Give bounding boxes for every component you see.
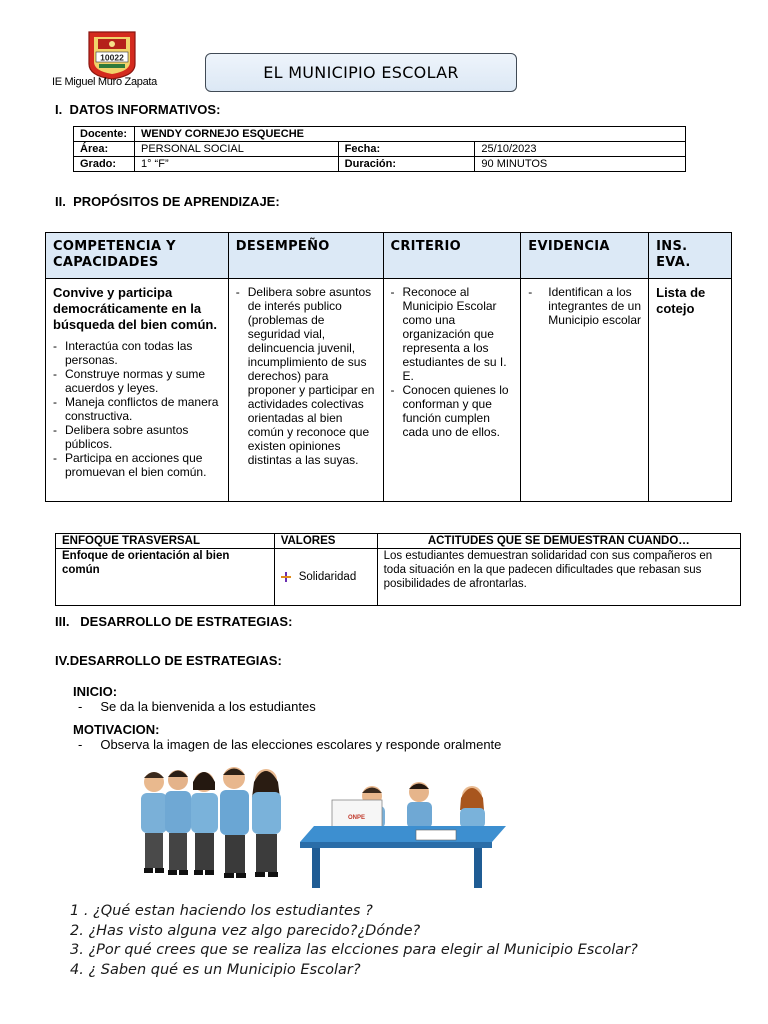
actitud-value: Los estudiantes demuestran solidaridad con sus compañeros en toda situación en la que padecen dificultades que rebasan sus posibilidades de afrontarlas. <box>377 549 740 606</box>
section-2-heading <box>55 194 280 209</box>
inicio-title: INICIO: <box>73 684 118 699</box>
docente-value: WENDY CORNEJO ESQUECHE <box>134 127 685 142</box>
criterio-list <box>391 285 514 439</box>
capacidades-list <box>53 339 221 479</box>
section-1-number: I. <box>55 102 63 117</box>
inicio-text: Se da la bienvenida a los estudiantes <box>100 699 316 714</box>
propositos-header-row <box>46 233 732 279</box>
enfoque-header-row <box>56 534 741 549</box>
section-4-number: IV. <box>55 653 70 668</box>
enfoque-table <box>55 533 741 606</box>
section-1-heading <box>55 102 220 117</box>
evidencia-text: - Identifican a los integrantes de un Municipio escolar <box>528 285 641 327</box>
grado-value: 1° “F” <box>134 157 338 172</box>
duracion-value: 90 MINUTOS <box>475 157 686 172</box>
motivacion-item <box>78 737 501 752</box>
info-row-grado <box>74 157 686 172</box>
capacidad-item: - Delibera sobre asuntos públicos. <box>53 423 221 451</box>
docente-label: Docente: <box>74 127 135 142</box>
logo-number: 10022 <box>100 52 124 63</box>
competencia-cell <box>46 279 229 502</box>
school-name: IE Miguel Muro Zapata <box>52 76 157 88</box>
valores-cell <box>274 549 377 606</box>
motivacion-text: Observa la imagen de las elecciones escolares y responde oralmente <box>100 737 502 752</box>
header-criterio: CRITERIO <box>383 233 521 279</box>
info-row-docente <box>74 127 686 142</box>
criterio-item: - Reconoce al Municipio Escolar como una organización que representa a los estudiantes de su I. E. <box>391 285 514 383</box>
dash-bullet: - <box>78 699 83 714</box>
bullet-star-icon <box>281 572 291 582</box>
question-item: 2. ¿Has visto alguna vez algo parecido?¿Dónde? <box>70 922 421 939</box>
valor-value: Solidaridad <box>298 571 357 583</box>
student-group <box>141 767 281 878</box>
section-1-label: DATOS INFORMATIVOS: <box>69 102 221 117</box>
question-item: 3. ¿Por qué crees que se realiza las elcciones para elegir al Municipio Escolar? <box>70 942 638 958</box>
evidencia-cell <box>521 279 649 502</box>
section-4-label: DESARROLLO DE ESTRATEGIAS: <box>69 653 282 668</box>
info-row-area <box>74 142 686 157</box>
questions-list <box>70 902 638 980</box>
school-election-illustration <box>134 760 506 900</box>
area-label: Área: <box>74 142 135 157</box>
fecha-value: 25/10/2023 <box>475 142 686 157</box>
criterio-item: - Conocen quienes lo conforman y que función cumplen cada uno de ellos. <box>391 383 514 439</box>
question-item: 4. ¿ Saben qué es un Municipio Escolar? <box>70 961 361 978</box>
header-valores: VALORES <box>274 534 377 549</box>
area-value: PERSONAL SOCIAL <box>134 142 338 157</box>
header-actitudes: ACTITUDES QUE SE DEMUESTRAN CUANDO… <box>377 534 740 549</box>
header-enfoque: ENFOQUE TRASVERSAL <box>56 534 275 549</box>
motivacion-title: MOTIVACION: <box>73 722 160 737</box>
propositos-table <box>45 232 732 502</box>
section-3-label: DESARROLLO DE ESTRATEGIAS: <box>80 614 293 629</box>
polling-table <box>300 782 506 888</box>
competencia-title: Convive y participa democráticamente en la búsqueda del bien común. <box>53 285 217 332</box>
dash-bullet: - <box>78 737 83 752</box>
instrumento-cell <box>649 279 732 502</box>
section-4-heading <box>55 653 282 668</box>
header-instrumento: INS. EVA. <box>649 233 732 279</box>
grado-label: Grado: <box>74 157 135 172</box>
desempeno-text: - Delibera sobre asuntos de interés publico (problemas de seguridad vial, delincuencia juvenil, incumplimiento de sus derechos) para proponer y participar en actividades colectivas orientadas al bien común y reconoce que existen opiniones distintas a las suyas. <box>236 285 376 467</box>
section-2-label: PROPÓSITOS DE APRENDIZAJE: <box>73 194 280 209</box>
duracion-label: Duración: <box>338 157 475 172</box>
header-evidencia: EVIDENCIA <box>521 233 649 279</box>
capacidad-item: - Interactúa con todas las personas. <box>53 339 221 367</box>
capacidad-item: - Participa en acciones que promuevan el bien común. <box>53 451 221 479</box>
enfoque-body-row <box>56 549 741 606</box>
enfoque-value: Enfoque de orientación al bien común <box>56 549 275 606</box>
desempeno-list <box>236 285 376 467</box>
question-item: 1 . ¿Qué estan haciendo los estudiantes ? <box>70 903 373 919</box>
section-3-number: III. <box>55 614 70 629</box>
header-desempeno: DESEMPEÑO <box>228 233 383 279</box>
document-title: EL MUNICIPIO ESCOLAR <box>205 53 517 92</box>
propositos-body-row <box>46 279 732 502</box>
header-competencia: COMPETENCIA Y CAPACIDADES <box>46 233 229 279</box>
section-2-number: II. <box>55 194 66 209</box>
school-logo <box>86 30 138 80</box>
criterio-cell <box>383 279 521 502</box>
desempeno-cell <box>228 279 383 502</box>
fecha-label: Fecha: <box>338 142 475 157</box>
info-table <box>73 126 686 172</box>
inicio-item <box>78 699 316 714</box>
evidencia-list <box>528 285 641 327</box>
capacidad-item: - Construye normas y sume acuerdos y leyes. <box>53 367 221 395</box>
ballot-box-label: ONPE <box>348 815 366 821</box>
section-3-heading <box>55 614 292 629</box>
capacidad-item: - Maneja conflictos de manera constructiva. <box>53 395 221 423</box>
instrumento-text: Lista de cotejo <box>656 285 706 316</box>
